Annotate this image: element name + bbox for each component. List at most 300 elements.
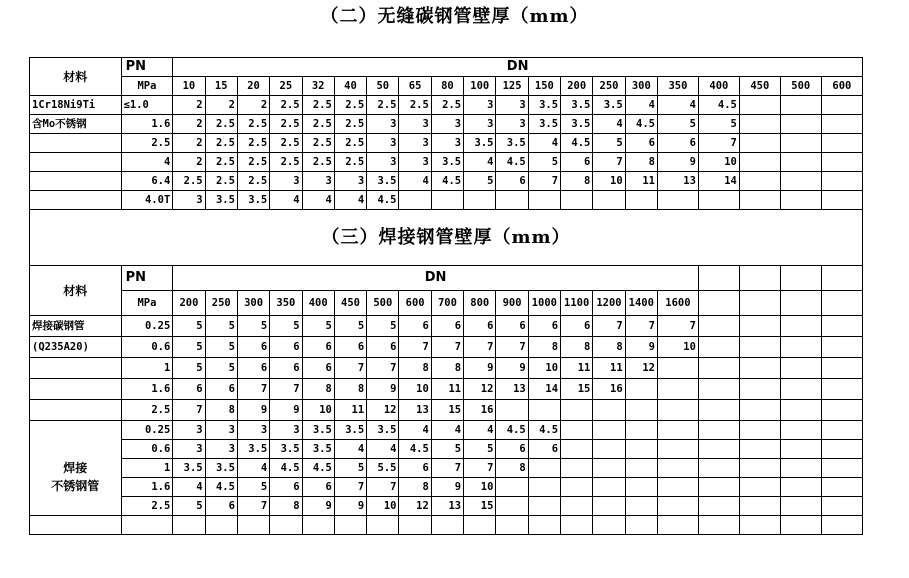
thickness-value: 4 <box>399 172 431 191</box>
thickness-value: 11 <box>561 358 593 379</box>
thickness-value: 3.5 <box>334 421 366 440</box>
table-row <box>30 210 863 266</box>
empty-cell <box>821 478 862 497</box>
thickness-value <box>561 191 593 210</box>
thickness-value: 7 <box>593 316 625 337</box>
empty-cell <box>780 478 821 497</box>
thickness-value <box>399 191 431 210</box>
thickness-value: 14 <box>698 172 739 191</box>
table-row <box>30 153 863 172</box>
material-line: 焊接 <box>63 461 88 475</box>
thickness-value <box>821 191 862 210</box>
table-row <box>30 358 863 379</box>
thickness-value: 6 <box>205 379 237 400</box>
thickness-value: 4 <box>593 115 625 134</box>
thickness-value: 2.5 <box>334 115 366 134</box>
thickness-value <box>739 172 780 191</box>
thickness-value: 2.5 <box>237 134 269 153</box>
dn-value: 20 <box>237 77 269 96</box>
material-name: 焊接碳钢管 <box>30 316 122 337</box>
dn-value: 50 <box>367 77 399 96</box>
thickness-value: 8 <box>561 337 593 358</box>
thickness-value: 8 <box>625 153 657 172</box>
thickness-value <box>739 115 780 134</box>
empty-cell <box>698 440 739 459</box>
thickness-value: 6 <box>302 478 334 497</box>
thickness-value: 3 <box>496 96 528 115</box>
dn-header: DN <box>173 266 699 291</box>
thickness-value: 6 <box>496 316 528 337</box>
thickness-value: 5 <box>367 316 399 337</box>
empty-cell <box>821 459 862 478</box>
thickness-value: 6 <box>302 337 334 358</box>
thickness-value <box>528 191 560 210</box>
thickness-value: 5 <box>528 153 560 172</box>
thickness-value <box>739 153 780 172</box>
empty-cell <box>739 497 780 516</box>
empty-cell <box>30 400 122 421</box>
thickness-value <box>528 400 560 421</box>
thickness-value: 5 <box>173 316 205 337</box>
empty-cell <box>821 337 862 358</box>
dn-value: 300 <box>625 77 657 96</box>
thickness-value: 7 <box>593 153 625 172</box>
thickness-value: 6 <box>657 134 698 153</box>
table-row <box>30 172 863 191</box>
table-row <box>30 478 863 497</box>
empty-cell <box>821 379 862 400</box>
empty-cell <box>367 516 399 535</box>
thickness-value: 2.5 <box>205 115 237 134</box>
thickness-value: 3 <box>431 115 463 134</box>
thickness-value: 5 <box>593 134 625 153</box>
table-row <box>30 516 863 535</box>
thickness-value: 2.5 <box>237 115 269 134</box>
thickness-value <box>561 478 593 497</box>
dn-value: 125 <box>496 77 528 96</box>
thickness-value <box>657 478 698 497</box>
thickness-value: 4.5 <box>625 115 657 134</box>
thickness-value: 9 <box>367 379 399 400</box>
thickness-value <box>528 459 560 478</box>
thickness-value: 10 <box>657 337 698 358</box>
thickness-value <box>561 400 593 421</box>
thickness-value: 3 <box>496 115 528 134</box>
thickness-value: 11 <box>625 172 657 191</box>
thickness-value: 7 <box>431 337 463 358</box>
thickness-value: 3.5 <box>496 134 528 153</box>
thickness-value: 6 <box>464 316 496 337</box>
pn-value: 1 <box>121 358 173 379</box>
thickness-value <box>593 191 625 210</box>
thickness-value: 9 <box>496 358 528 379</box>
thickness-value: 6 <box>334 337 366 358</box>
empty-cell <box>739 266 780 291</box>
empty-cell <box>780 291 821 316</box>
thickness-value: 8 <box>528 337 560 358</box>
thickness-value: 2.5 <box>205 134 237 153</box>
thickness-value <box>561 440 593 459</box>
thickness-value: 4 <box>657 96 698 115</box>
thickness-value: 3 <box>399 134 431 153</box>
thickness-value: 15 <box>561 379 593 400</box>
thickness-value: 5 <box>237 478 269 497</box>
empty-cell <box>821 516 862 535</box>
thickness-value: 2 <box>173 134 205 153</box>
thickness-value: 9 <box>237 400 269 421</box>
thickness-value: 3.5 <box>561 96 593 115</box>
thickness-value: 6 <box>367 337 399 358</box>
thickness-value: 3 <box>237 421 269 440</box>
empty-cell <box>739 516 780 535</box>
dn-value: 350 <box>270 291 302 316</box>
empty-cell <box>780 400 821 421</box>
empty-cell <box>739 400 780 421</box>
thickness-value: 3 <box>399 153 431 172</box>
thickness-value <box>496 400 528 421</box>
thickness-value: 3.5 <box>270 440 302 459</box>
thickness-value: 3.5 <box>173 459 205 478</box>
thickness-value: 2.5 <box>237 153 269 172</box>
empty-cell <box>399 516 431 535</box>
thickness-value <box>657 440 698 459</box>
thickness-value: 10 <box>698 153 739 172</box>
thickness-value <box>821 96 862 115</box>
empty-cell <box>30 379 122 400</box>
thickness-value <box>657 379 698 400</box>
thickness-value: 6 <box>270 478 302 497</box>
pn-value: ≤1.0 <box>121 96 173 115</box>
empty-cell <box>780 459 821 478</box>
pn-value: 2.5 <box>121 400 173 421</box>
thickness-value: 3.5 <box>528 96 560 115</box>
thickness-value: 13 <box>399 400 431 421</box>
thickness-value: 16 <box>593 379 625 400</box>
thickness-value <box>625 440 657 459</box>
pn-value: 4.0T <box>121 191 173 210</box>
pn-value: 1.6 <box>121 478 173 497</box>
thickness-value: 3.5 <box>367 172 399 191</box>
thickness-value: 6 <box>270 337 302 358</box>
table-row <box>30 379 863 400</box>
empty-cell <box>302 516 334 535</box>
thickness-value: 4 <box>270 191 302 210</box>
thickness-value: 4.5 <box>302 459 334 478</box>
thickness-value: 5 <box>205 316 237 337</box>
empty-cell <box>334 516 366 535</box>
thickness-value: 7 <box>334 358 366 379</box>
thickness-value: 5 <box>173 497 205 516</box>
thickness-value: 3 <box>205 421 237 440</box>
dn-value: 450 <box>334 291 366 316</box>
thickness-value: 2.5 <box>367 96 399 115</box>
dn-value: 40 <box>334 77 366 96</box>
thickness-value <box>496 478 528 497</box>
thickness-value: 4 <box>464 153 496 172</box>
thickness-value: 4.5 <box>496 421 528 440</box>
dn-value: 350 <box>657 77 698 96</box>
section1-title: （二）无缝碳钢管壁厚（mm） <box>320 6 589 27</box>
empty-cell <box>739 421 780 440</box>
thickness-value <box>657 497 698 516</box>
table-row <box>30 115 863 134</box>
thickness-value: 2 <box>237 96 269 115</box>
thickness-value <box>739 191 780 210</box>
empty-cell <box>739 358 780 379</box>
thickness-value: 4.5 <box>399 440 431 459</box>
table-row <box>30 337 863 358</box>
thickness-value <box>625 421 657 440</box>
empty-cell <box>780 266 821 291</box>
thickness-value: 3.5 <box>528 115 560 134</box>
dn-value: 800 <box>464 291 496 316</box>
material-name <box>30 153 122 172</box>
table-row <box>30 459 863 478</box>
thickness-value <box>821 153 862 172</box>
empty-cell <box>739 379 780 400</box>
empty-cell <box>496 516 528 535</box>
empty-cell <box>821 400 862 421</box>
thickness-value: 7 <box>399 337 431 358</box>
empty-cell <box>780 516 821 535</box>
thickness-value: 5 <box>431 440 463 459</box>
dn-value: 250 <box>593 77 625 96</box>
thickness-value <box>780 115 821 134</box>
thickness-value: 4.5 <box>528 421 560 440</box>
dn-value: 200 <box>561 77 593 96</box>
thickness-value: 5.5 <box>367 459 399 478</box>
thickness-value: 3.5 <box>237 440 269 459</box>
stainless-material-name <box>30 421 122 516</box>
thickness-value: 12 <box>399 497 431 516</box>
thickness-value: 4 <box>367 440 399 459</box>
thickness-value <box>561 497 593 516</box>
thickness-value: 4 <box>302 191 334 210</box>
thickness-value <box>739 134 780 153</box>
thickness-value: 8 <box>302 379 334 400</box>
dn-value: 900 <box>496 291 528 316</box>
thickness-value: 8 <box>399 478 431 497</box>
thickness-value <box>561 459 593 478</box>
empty-cell <box>561 516 593 535</box>
pn-value: 2.5 <box>121 497 173 516</box>
pn-value: 0.25 <box>121 421 173 440</box>
thickness-value: 2 <box>173 96 205 115</box>
thickness-value: 6 <box>270 358 302 379</box>
thickness-value: 7 <box>367 358 399 379</box>
thickness-value <box>593 400 625 421</box>
thickness-value: 3.5 <box>431 153 463 172</box>
dn-value: 1100 <box>561 291 593 316</box>
thickness-value: 4 <box>464 421 496 440</box>
thickness-value: 3 <box>367 153 399 172</box>
section2-title: （三）焊接钢管壁厚（mm） <box>30 210 863 266</box>
thickness-value: 6 <box>528 316 560 337</box>
thickness-value: 13 <box>496 379 528 400</box>
thickness-value <box>821 134 862 153</box>
thickness-value <box>780 96 821 115</box>
thickness-value: 5 <box>464 172 496 191</box>
material-header: 材料 <box>30 266 122 316</box>
thickness-value: 5 <box>237 316 269 337</box>
thickness-value <box>593 440 625 459</box>
thickness-value: 10 <box>464 478 496 497</box>
empty-cell <box>698 358 739 379</box>
thickness-value: 3.5 <box>205 459 237 478</box>
thickness-value: 3 <box>173 191 205 210</box>
thickness-value: 10 <box>367 497 399 516</box>
empty-cell <box>821 266 862 291</box>
thickness-value <box>593 421 625 440</box>
table-row <box>30 58 863 77</box>
thickness-value <box>821 115 862 134</box>
dn-value: 700 <box>431 291 463 316</box>
thickness-value: 2.5 <box>270 115 302 134</box>
pn-header: PN <box>121 58 173 77</box>
thickness-value: 2.5 <box>302 153 334 172</box>
empty-cell <box>698 379 739 400</box>
empty-cell <box>739 291 780 316</box>
empty-cell <box>739 459 780 478</box>
thickness-value: 4 <box>334 440 366 459</box>
thickness-value: 7 <box>237 497 269 516</box>
thickness-value: 4 <box>237 459 269 478</box>
dn-value: 1400 <box>625 291 657 316</box>
pn-value: 0.6 <box>121 440 173 459</box>
thickness-value: 8 <box>399 358 431 379</box>
empty-cell <box>821 421 862 440</box>
thickness-value: 9 <box>657 153 698 172</box>
material-name <box>30 172 122 191</box>
thickness-value <box>625 191 657 210</box>
empty-cell <box>821 440 862 459</box>
thickness-value <box>561 421 593 440</box>
thickness-value: 2.5 <box>302 96 334 115</box>
empty-cell <box>780 337 821 358</box>
thickness-value: 13 <box>657 172 698 191</box>
thickness-value <box>698 191 739 210</box>
empty-cell <box>30 516 122 535</box>
dn-value: 450 <box>739 77 780 96</box>
dn-value: 200 <box>173 291 205 316</box>
table-row <box>30 291 863 316</box>
thickness-value <box>739 96 780 115</box>
thickness-value: 2.5 <box>334 96 366 115</box>
dn-value: 500 <box>367 291 399 316</box>
thickness-value: 6 <box>173 379 205 400</box>
empty-cell <box>698 516 739 535</box>
thickness-value: 4.5 <box>367 191 399 210</box>
thickness-value: 2.5 <box>205 172 237 191</box>
table-row <box>30 77 863 96</box>
thickness-value: 3 <box>334 172 366 191</box>
material-grade: (Q235A20) <box>30 337 122 358</box>
empty-cell <box>739 478 780 497</box>
thickness-value: 8 <box>431 358 463 379</box>
table-row <box>30 266 863 291</box>
thickness-value: 12 <box>367 400 399 421</box>
dn-header: DN <box>173 58 863 77</box>
thickness-value: 5 <box>334 459 366 478</box>
thickness-value: 2.5 <box>302 134 334 153</box>
wall-thickness-table <box>29 57 863 535</box>
thickness-value: 8 <box>496 459 528 478</box>
dn-value: 1000 <box>528 291 560 316</box>
empty-cell <box>698 291 739 316</box>
empty-cell <box>121 516 173 535</box>
thickness-value: 2 <box>205 96 237 115</box>
thickness-value: 16 <box>464 400 496 421</box>
thickness-value: 5 <box>270 316 302 337</box>
thickness-value: 3 <box>205 440 237 459</box>
thickness-value: 6 <box>496 440 528 459</box>
pn-value: 0.6 <box>121 337 173 358</box>
empty-cell <box>698 459 739 478</box>
dn-value: 500 <box>780 77 821 96</box>
thickness-value: 6 <box>205 497 237 516</box>
empty-cell <box>739 316 780 337</box>
thickness-value: 12 <box>464 379 496 400</box>
empty-cell <box>528 516 560 535</box>
empty-cell <box>173 516 205 535</box>
thickness-value <box>657 400 698 421</box>
empty-cell <box>464 516 496 535</box>
thickness-value: 6 <box>399 316 431 337</box>
thickness-value <box>496 191 528 210</box>
thickness-value: 7 <box>270 379 302 400</box>
table-row <box>30 440 863 459</box>
material-name: 含Mo不锈钢 <box>30 115 122 134</box>
thickness-value: 10 <box>302 400 334 421</box>
thickness-value <box>657 459 698 478</box>
thickness-value <box>625 379 657 400</box>
thickness-value: 3.5 <box>561 115 593 134</box>
thickness-value: 15 <box>464 497 496 516</box>
unit-label: MPa <box>121 291 173 316</box>
thickness-value <box>821 172 862 191</box>
thickness-value <box>780 191 821 210</box>
thickness-value: 6 <box>399 459 431 478</box>
thickness-value: 4 <box>399 421 431 440</box>
empty-cell <box>237 516 269 535</box>
thickness-value: 4.5 <box>561 134 593 153</box>
thickness-value <box>625 459 657 478</box>
thickness-value: 7 <box>698 134 739 153</box>
thickness-value: 9 <box>431 478 463 497</box>
thickness-value: 12 <box>625 358 657 379</box>
thickness-value: 4.5 <box>270 459 302 478</box>
thickness-value <box>528 497 560 516</box>
dn-value: 10 <box>173 77 205 96</box>
thickness-value: 4 <box>528 134 560 153</box>
material-header: 材料 <box>30 58 122 96</box>
thickness-value: 3 <box>367 134 399 153</box>
thickness-value: 2.5 <box>270 153 302 172</box>
thickness-value: 3 <box>173 421 205 440</box>
thickness-value: 14 <box>528 379 560 400</box>
thickness-value: 8 <box>205 400 237 421</box>
table-row <box>30 497 863 516</box>
thickness-value: 11 <box>431 379 463 400</box>
material-name <box>30 191 122 210</box>
thickness-value: 2.5 <box>302 115 334 134</box>
empty-cell <box>739 440 780 459</box>
thickness-value: 10 <box>593 172 625 191</box>
empty-cell <box>431 516 463 535</box>
empty-cell <box>698 497 739 516</box>
thickness-value: 4.5 <box>205 478 237 497</box>
thickness-value: 10 <box>399 379 431 400</box>
